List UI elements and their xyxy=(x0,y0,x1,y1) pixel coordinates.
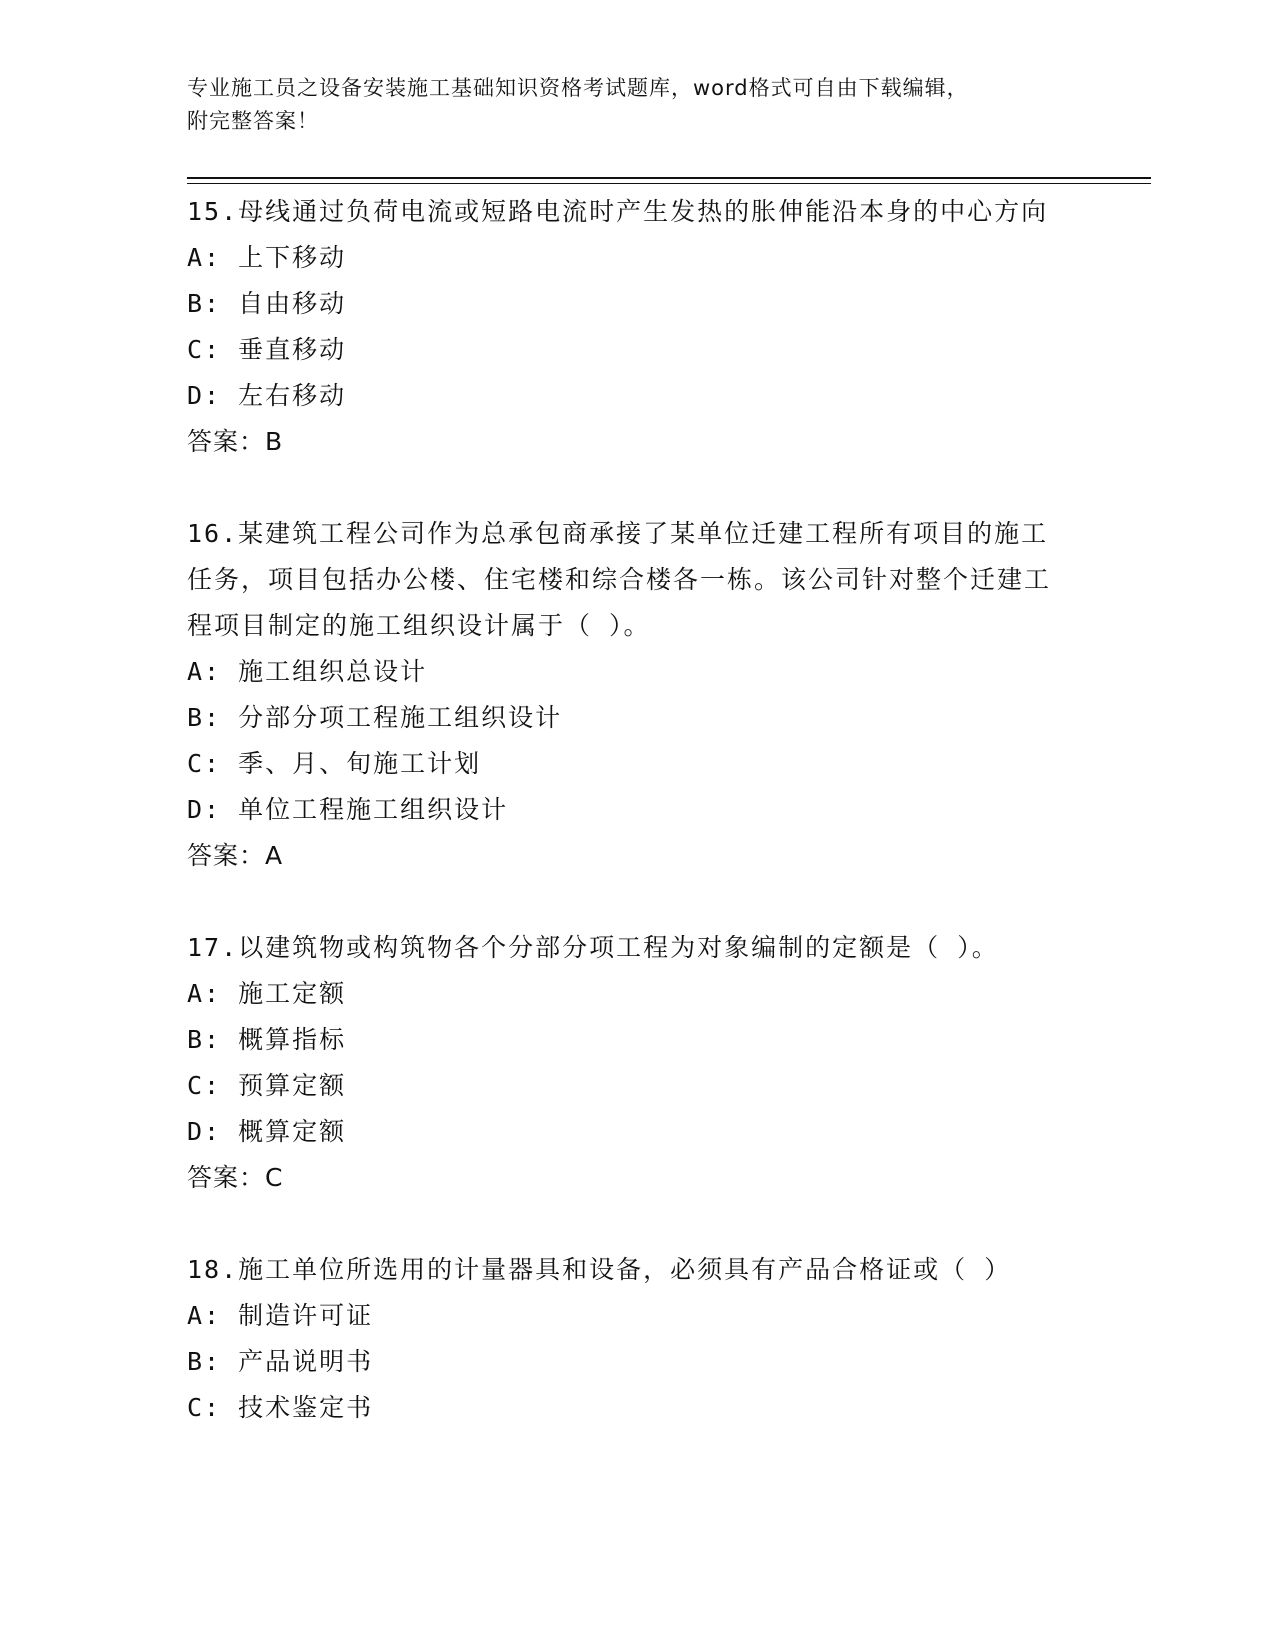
question-stem: 16.某建筑工程公司作为总承包商承接了某单位迁建工程所有项目的施工任务，项目包括办公楼、住宅楼和综合楼各一栋。该公司针对整个迁建工程项目制定的施工组织设计属于（ ）。 xyxy=(187,519,1052,640)
header-line-1: 专业施工员之设备安装施工基础知识资格考试题库，word格式可自由下载编辑， xyxy=(187,76,969,100)
option-c: C: 预算定额 xyxy=(187,1071,347,1100)
answer-label: 答案：B xyxy=(187,427,284,456)
question-list xyxy=(187,189,1087,1477)
option-b: B: 自由移动 xyxy=(187,289,347,318)
answer-label: 答案：C xyxy=(187,1163,284,1192)
document-header xyxy=(187,72,1087,138)
question-18 xyxy=(187,1247,1087,1431)
option-d: D: 单位工程施工组织设计 xyxy=(187,795,509,824)
header-line-2: 附完整答案！ xyxy=(187,109,319,133)
option-b: B: 分部分项工程施工组织设计 xyxy=(187,703,563,732)
option-a: A: 制造许可证 xyxy=(187,1301,374,1330)
question-15 xyxy=(187,189,1087,465)
option-a: A: 施工组织总设计 xyxy=(187,657,428,686)
option-a: A: 上下移动 xyxy=(187,243,347,272)
question-stem: 17.以建筑物或构筑物各个分部分项工程为对象编制的定额是（ ）。 xyxy=(187,933,999,962)
option-b: B: 产品说明书 xyxy=(187,1347,374,1376)
question-stem: 15.母线通过负荷电流或短路电流时产生发热的胀伸能沿本身的中心方向 xyxy=(187,197,1049,226)
option-a: A: 施工定额 xyxy=(187,979,347,1008)
question-17 xyxy=(187,925,1087,1201)
option-d: D: 概算定额 xyxy=(187,1117,347,1146)
option-d: D: 左右移动 xyxy=(187,381,347,410)
option-c: C: 垂直移动 xyxy=(187,335,347,364)
option-c: C: 技术鉴定书 xyxy=(187,1393,374,1422)
option-c: C: 季、月、旬施工计划 xyxy=(187,749,482,778)
answer-label: 答案：A xyxy=(187,841,284,870)
option-b: B: 概算指标 xyxy=(187,1025,347,1054)
question-16 xyxy=(187,511,1087,879)
question-stem: 18.施工单位所选用的计量器具和设备，必须具有产品合格证或（ ） xyxy=(187,1255,1012,1284)
header-divider-thick xyxy=(187,177,1151,179)
header-divider-thin xyxy=(187,183,1151,184)
